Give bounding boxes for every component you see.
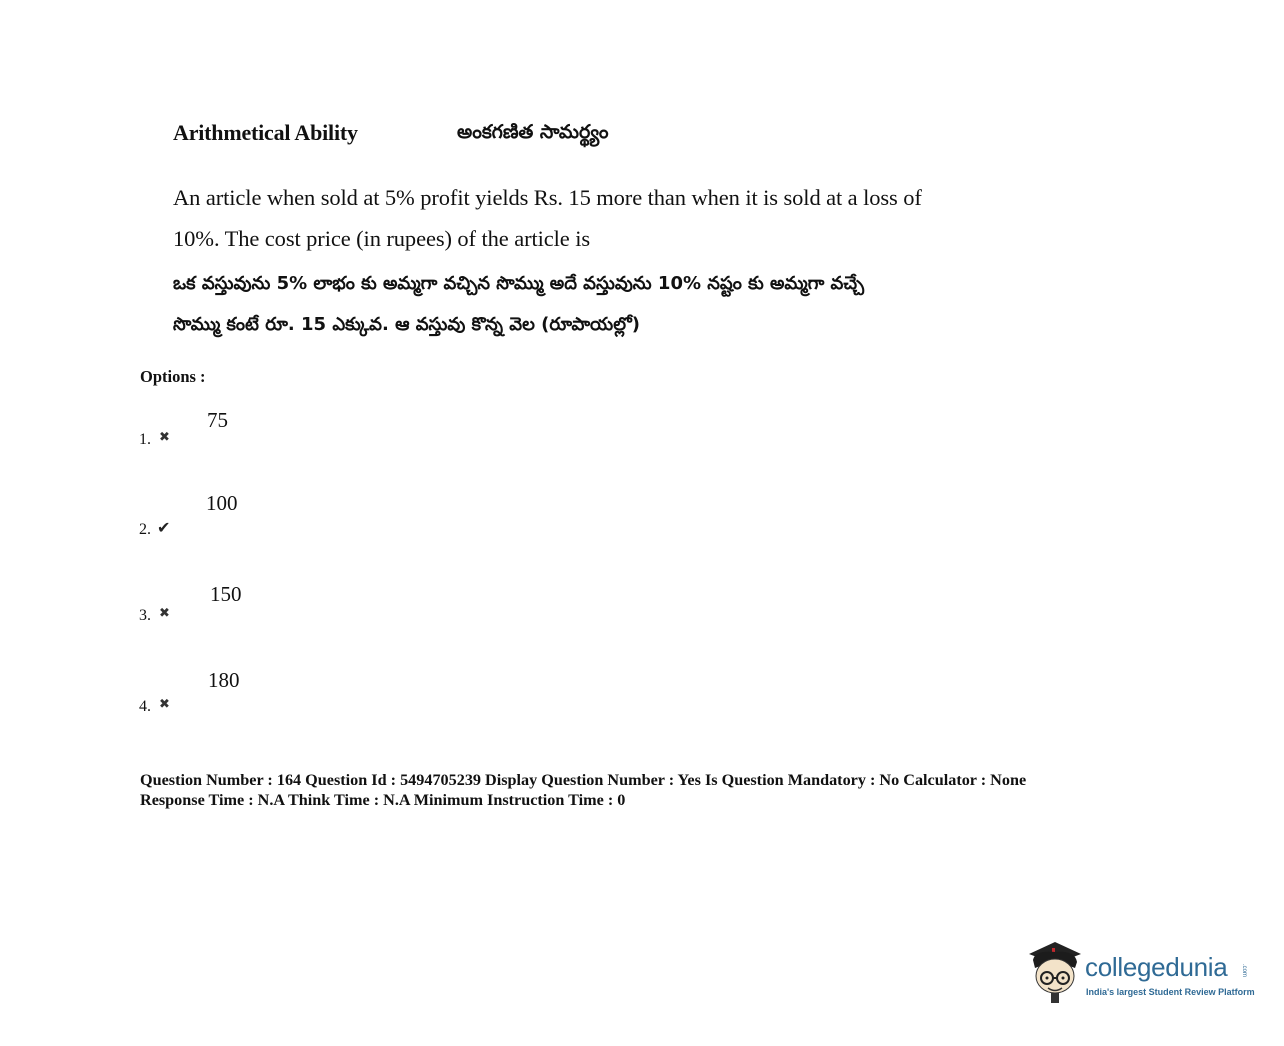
cross-icon: ✖ bbox=[159, 697, 170, 712]
section-title-telugu: అంకగణిత సామర్థ్యం bbox=[457, 121, 609, 143]
collegedunia-logo bbox=[1025, 938, 1255, 1010]
question-meta-line1: Question Number : 164 Question Id : 5494705239 Display Question Number : Yes Is Question Mandatory : No Calculator : None bbox=[140, 771, 1027, 789]
cross-icon: ✖ bbox=[159, 606, 170, 621]
section-title-english: Arithmetical Ability bbox=[173, 120, 358, 145]
option-1-number: 1. bbox=[139, 431, 151, 448]
option-4-value: 180 bbox=[208, 668, 240, 692]
check-icon: ✔ bbox=[157, 518, 171, 537]
question-text-telugu-line2: సొమ్ము కంటే రూ. 15 ఎక్కువ. ఆ వస్తువు కొన్న వెల (రూపాయల్లో) bbox=[173, 314, 640, 335]
question-text-telugu-line1: ఒక వస్తువును 5% లాభం కు అమ్మగా వచ్చిన సొమ్ము అదే వస్తువును 10% నష్టం కు అమ్మగా వచ్చే bbox=[173, 273, 865, 294]
options-label: Options : bbox=[140, 367, 206, 386]
option-3-number: 3. bbox=[139, 607, 151, 624]
option-2-value: 100 bbox=[206, 491, 238, 515]
option-1-value: 75 bbox=[207, 408, 228, 432]
question-text-english-line2: 10%. The cost price (in rupees) of the article is bbox=[173, 226, 591, 251]
option-3-value: 150 bbox=[210, 582, 242, 606]
option-2-number: 2. bbox=[139, 521, 151, 538]
question-meta-line2: Response Time : N.A Think Time : N.A Minimum Instruction Time : 0 bbox=[140, 791, 626, 809]
cross-icon: ✖ bbox=[159, 430, 170, 445]
logo-tagline: India's largest Student Review Platform bbox=[1086, 987, 1255, 997]
logo-wordmark: collegedunia bbox=[1085, 952, 1228, 982]
logo-suffix: .com bbox=[1241, 964, 1247, 978]
mascot-icon bbox=[1025, 938, 1085, 1010]
question-text-english-line1: An article when sold at 5% profit yields Rs. 15 more than when it is sold at a loss of bbox=[173, 185, 922, 210]
option-4-number: 4. bbox=[139, 698, 151, 715]
